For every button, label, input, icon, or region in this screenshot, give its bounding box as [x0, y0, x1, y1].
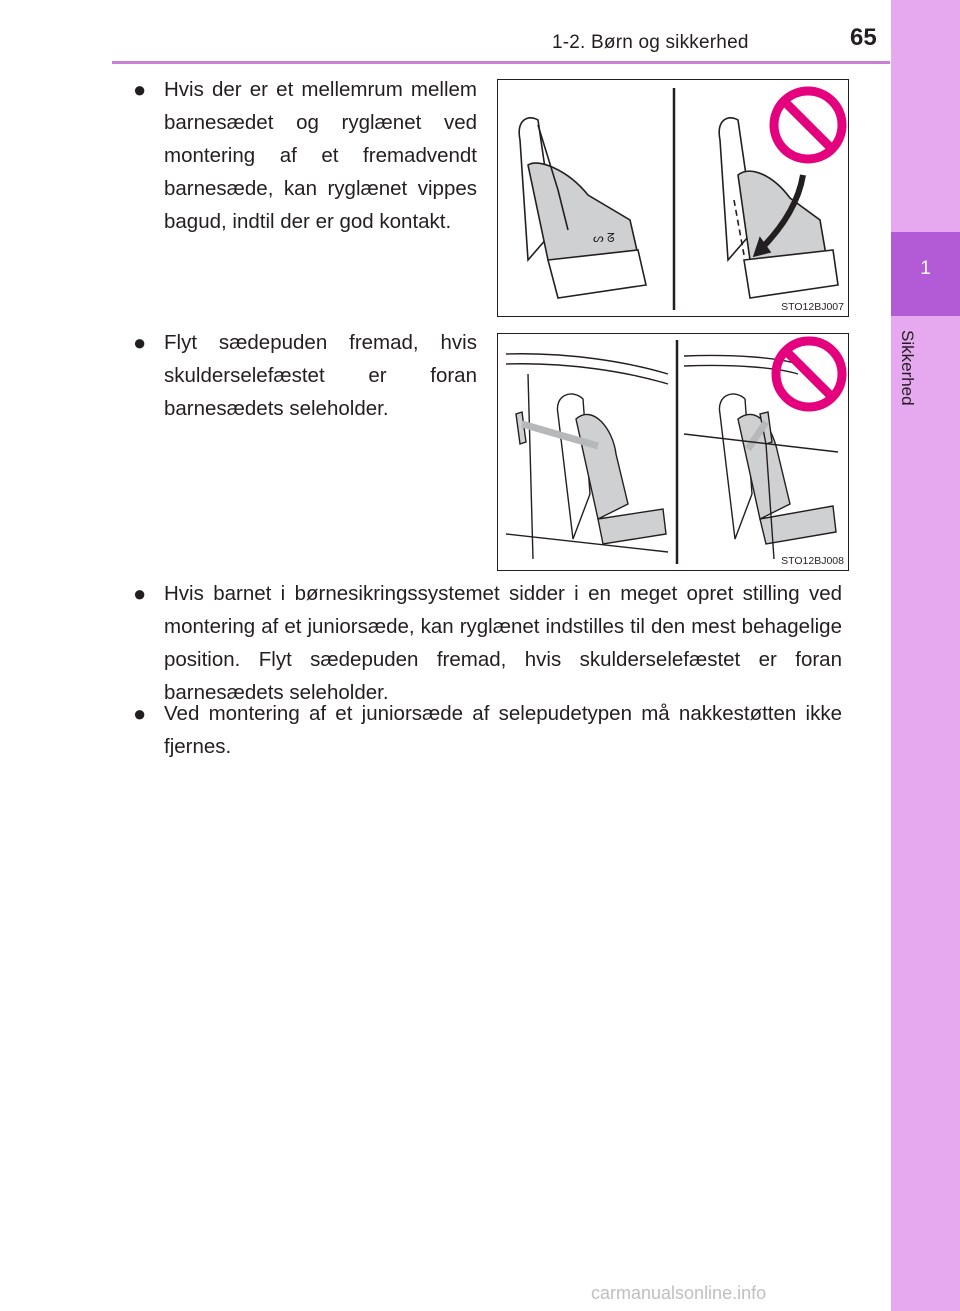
header-rule [112, 61, 890, 64]
section-title: 1-2. Børn og sikkerhed [552, 32, 749, 53]
figure-code: STO12BJ008 [781, 555, 844, 567]
prohibited-icon [774, 91, 842, 159]
bullet-icon: ● [133, 581, 147, 606]
seatback-illustration [498, 80, 848, 316]
side-band [891, 0, 960, 1311]
bullet-text: Hvis barnet i børnesikringssystemet sidder i en meget opret stilling ved montering af et juniorsæde, kan ryglænet indstilles til den mest behagelige position. Flyt sædepuden fremad, hvis skulderselefæstet er foran barnesædets seleholder. [164, 582, 842, 704]
figure-shoulder-belt [497, 333, 849, 571]
chapter-label: Sikkerhed [898, 330, 917, 406]
bullet-text: Ved montering af et juniorsæde af selepudetypen må nakkestøtten ikke fjernes. [164, 702, 842, 758]
bullet-paragraph [133, 73, 477, 238]
junior-seat-correct-icon [506, 354, 668, 559]
bullet-icon: ● [133, 701, 147, 726]
bullet-text: Hvis der er et mellemrum mellem barnesædet og ryglænet ved montering af et fremadvendt barnesæde, kan ryglænet vippes bagud, indtil der er god kontakt. [164, 78, 477, 233]
footer-watermark: carmanualsonline.info [591, 1283, 767, 1303]
figure-seatback-gap [497, 79, 849, 317]
svg-text:ᔕ ᘔ: ᔕ ᘔ [593, 231, 615, 245]
bullet-paragraph [133, 326, 477, 425]
bullet-icon: ● [133, 330, 147, 355]
bullet-paragraph [133, 577, 842, 709]
child-seat-correct-icon [519, 118, 646, 298]
bullet-text: Flyt sædepuden fremad, hvis skulderselefæstet er foran barnesædets seleholder. [164, 331, 477, 420]
prohibited-icon [776, 341, 842, 407]
figure-code: STO12BJ007 [781, 301, 844, 313]
belt-illustration [498, 334, 848, 570]
chapter-number: 1 [920, 258, 931, 279]
bullet-paragraph [133, 697, 842, 763]
bullet-icon: ● [133, 77, 147, 102]
page-number: 65 [850, 24, 877, 51]
